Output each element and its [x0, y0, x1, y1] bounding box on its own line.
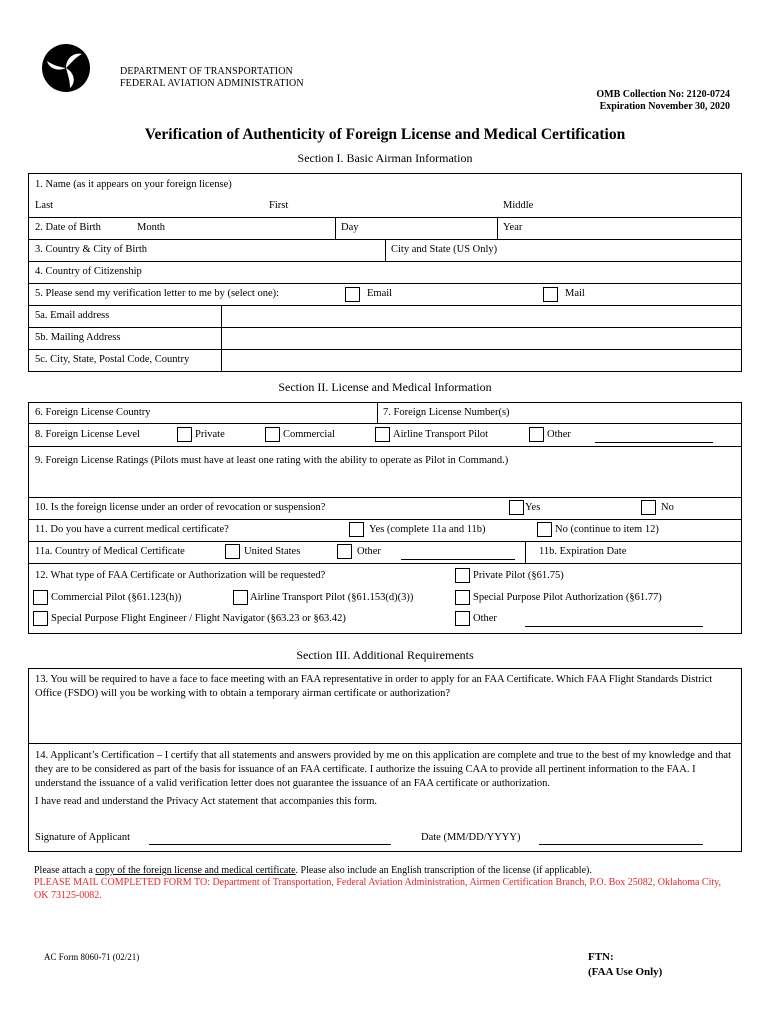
- section-3-table: [28, 668, 742, 852]
- q13-text: 13. You will be required to have a face to face meeting with an FAA representative in order to apply for an FAA Certificate. Which FAA Flight Standards District Office (FSDO) will you be working with to obtain a temporary airman certificate or authorization?: [35, 674, 713, 699]
- commercial-checkbox[interactable]: [265, 427, 280, 442]
- other-cert-line[interactable]: [525, 626, 703, 627]
- private-pilot-checkbox[interactable]: [455, 568, 470, 583]
- special-purpose-pilot-checkbox[interactable]: [455, 590, 470, 605]
- city-state-label[interactable]: City and State (US Only): [391, 244, 498, 255]
- name-row[interactable]: [29, 174, 741, 218]
- medical-no-label: No (continue to item 12): [555, 524, 659, 535]
- section-2-table: [28, 402, 742, 634]
- q3-label[interactable]: 3. Country & City of Birth: [35, 244, 148, 255]
- medical-no-checkbox[interactable]: [537, 522, 552, 537]
- signature-line[interactable]: [149, 844, 391, 845]
- q5-label: 5. Please send my verification letter to me by (select one):: [35, 288, 280, 299]
- q14-text: 14. Applicant’s Certification – I certify that all statements and answers provided by me on this application are complete and true to the best of my knowledge and that they are to be considered as part of the basis for issuance of an FAA certificate. I authorize the issuing CAA to provide all pertinent information to the FAA. I understand the issuance of a valid verification letter does not guarantee the issuance of an FAA certificate or authorization.: [35, 750, 732, 789]
- q12-label: 12. What type of FAA Certificate or Authorization will be requested?: [35, 570, 326, 581]
- q7-label[interactable]: 7. Foreign License Number(s): [383, 407, 510, 418]
- medical-row: [29, 520, 741, 542]
- mail-checkbox[interactable]: [543, 287, 558, 302]
- city-state-postal-row: [29, 350, 741, 372]
- us-checkbox[interactable]: [225, 544, 240, 559]
- birthplace-row: [29, 240, 741, 262]
- mail-option-label: Mail: [565, 288, 585, 299]
- form-title: Verification of Authenticity of Foreign License and Medical Certification: [144, 126, 626, 143]
- omb-collection: OMB Collection No: 2120-0724: [596, 89, 730, 100]
- q10-label: 10. Is the foreign license under an order of revocation or suspension?: [35, 502, 326, 513]
- form-number: AC Form 8060-71 (02/21): [44, 952, 140, 962]
- revocation-no-label: No: [661, 502, 674, 513]
- fsdo-row[interactable]: [29, 669, 741, 744]
- email-checkbox[interactable]: [345, 287, 360, 302]
- q2-label: 2. Date of Birth: [35, 222, 101, 233]
- q5a-label: 5a. Email address: [35, 310, 110, 321]
- privacy-statement: I have read and understand the Privacy Act statement that accompanies this form.: [35, 796, 378, 807]
- q1-label: 1. Name (as it appears on your foreign license): [35, 179, 232, 190]
- other-level-line[interactable]: [595, 442, 713, 443]
- atp-cert-label: Airline Transport Pilot (§61.153(d)(3)): [250, 592, 414, 603]
- email-address-row: [29, 306, 741, 328]
- q5b-label: 5b. Mailing Address: [35, 332, 121, 343]
- q9-label: 9. Foreign License Ratings (Pilots must have at least one rating with the ability to operate as Pilot in Command.): [35, 455, 509, 466]
- omb-expiration: Expiration November 30, 2020: [599, 101, 730, 112]
- revocation-no-checkbox[interactable]: [641, 500, 656, 515]
- q11b-label[interactable]: 11b. Expiration Date: [539, 546, 627, 557]
- q6-label[interactable]: 6. Foreign License Country: [35, 407, 151, 418]
- atp-cert-checkbox[interactable]: [233, 590, 248, 605]
- other-level-checkbox[interactable]: [529, 427, 544, 442]
- other-cert-checkbox[interactable]: [455, 611, 470, 626]
- citizenship-row[interactable]: [29, 262, 741, 284]
- us-label: United States: [244, 546, 301, 557]
- last-name-label: Last: [35, 200, 54, 211]
- attach-link: copy of the foreign license and medical certificate: [95, 865, 296, 876]
- commercial-pilot-checkbox[interactable]: [33, 590, 48, 605]
- mailing-address-row: [29, 328, 741, 350]
- atp-checkbox[interactable]: [375, 427, 390, 442]
- year-label[interactable]: Year: [503, 222, 523, 233]
- section-1-heading: Section I. Basic Airman Information: [297, 151, 473, 165]
- revocation-yes-label: Yes: [525, 502, 541, 513]
- revocation-yes-checkbox[interactable]: [509, 500, 524, 515]
- date-line[interactable]: [539, 844, 703, 845]
- flight-engineer-label: Special Purpose Flight Engineer / Flight Navigator (§63.23 or §63.42): [51, 613, 346, 624]
- commercial-label: Commercial: [283, 429, 335, 440]
- atp-label: Airline Transport Pilot: [393, 429, 489, 440]
- commercial-pilot-label: Commercial Pilot (§61.123(h)): [51, 592, 182, 603]
- other-level-label: Other: [547, 429, 571, 440]
- special-purpose-pilot-label: Special Purpose Pilot Authorization (§61.77): [473, 592, 662, 603]
- private-pilot-label: Private Pilot (§61.75): [473, 570, 564, 581]
- dept-line-1: DEPARTMENT OF TRANSPORTATION: [120, 66, 293, 77]
- middle-name-label: Middle: [503, 200, 534, 211]
- revocation-row: [29, 498, 741, 520]
- department-name: [120, 66, 304, 90]
- q11-label: 11. Do you have a current medical certificate?: [35, 524, 229, 535]
- q8-label: 8. Foreign License Level: [35, 429, 140, 440]
- ftn-box: [588, 950, 662, 980]
- signature-label: Signature of Applicant: [35, 832, 131, 843]
- private-label: Private: [195, 429, 225, 440]
- section-3-heading: Section III. Additional Requirements: [296, 648, 474, 662]
- day-label[interactable]: Day: [341, 222, 359, 233]
- license-level-row: [29, 424, 741, 447]
- attach-post: . Please also include an English transcription of the license (if applicable).: [295, 865, 592, 876]
- certification-row: [29, 744, 741, 852]
- ftn-note: (FAA Use Only): [588, 966, 663, 978]
- dot-logo-icon: [42, 44, 90, 92]
- q5c-label: 5c. City, State, Postal Code, Country: [35, 354, 190, 365]
- ftn-label: FTN:: [588, 951, 614, 963]
- other-country-label: Other: [357, 546, 381, 557]
- section-1-table: [28, 173, 742, 372]
- dob-row: [29, 218, 741, 240]
- date-label: Date (MM/DD/YYYY): [421, 832, 521, 843]
- q4-label: 4. Country of Citizenship: [35, 266, 142, 277]
- month-label[interactable]: Month: [137, 222, 166, 233]
- attach-pre: Please attach a: [34, 865, 96, 876]
- medical-country-row: [29, 542, 741, 564]
- dept-line-2: FEDERAL AVIATION ADMINISTRATION: [120, 78, 304, 89]
- medical-yes-checkbox[interactable]: [349, 522, 364, 537]
- ratings-row[interactable]: [29, 447, 741, 498]
- q11a-label: 11a. Country of Medical Certificate: [35, 546, 185, 557]
- other-country-line[interactable]: [401, 559, 515, 560]
- section-2-heading: Section II. License and Medical Information: [278, 380, 492, 394]
- mailing-instructions: PLEASE MAIL COMPLETED FORM TO: Department of Transportation, Federal Aviation Administration, Airmen Certification Branch, P.O. Box 25082, Oklahoma City, OK 73125-0082.: [34, 877, 721, 901]
- delivery-method-row: [29, 284, 741, 306]
- private-checkbox[interactable]: [177, 427, 192, 442]
- other-country-checkbox[interactable]: [337, 544, 352, 559]
- faa-certificate-row: [29, 564, 741, 634]
- omb-info: [596, 89, 730, 113]
- email-option-label: Email: [367, 288, 393, 299]
- other-cert-label: Other: [473, 613, 497, 624]
- first-name-label: First: [269, 200, 289, 211]
- flight-engineer-checkbox[interactable]: [33, 611, 48, 626]
- license-country-row: [29, 403, 741, 424]
- medical-yes-label: Yes (complete 11a and 11b): [369, 524, 486, 535]
